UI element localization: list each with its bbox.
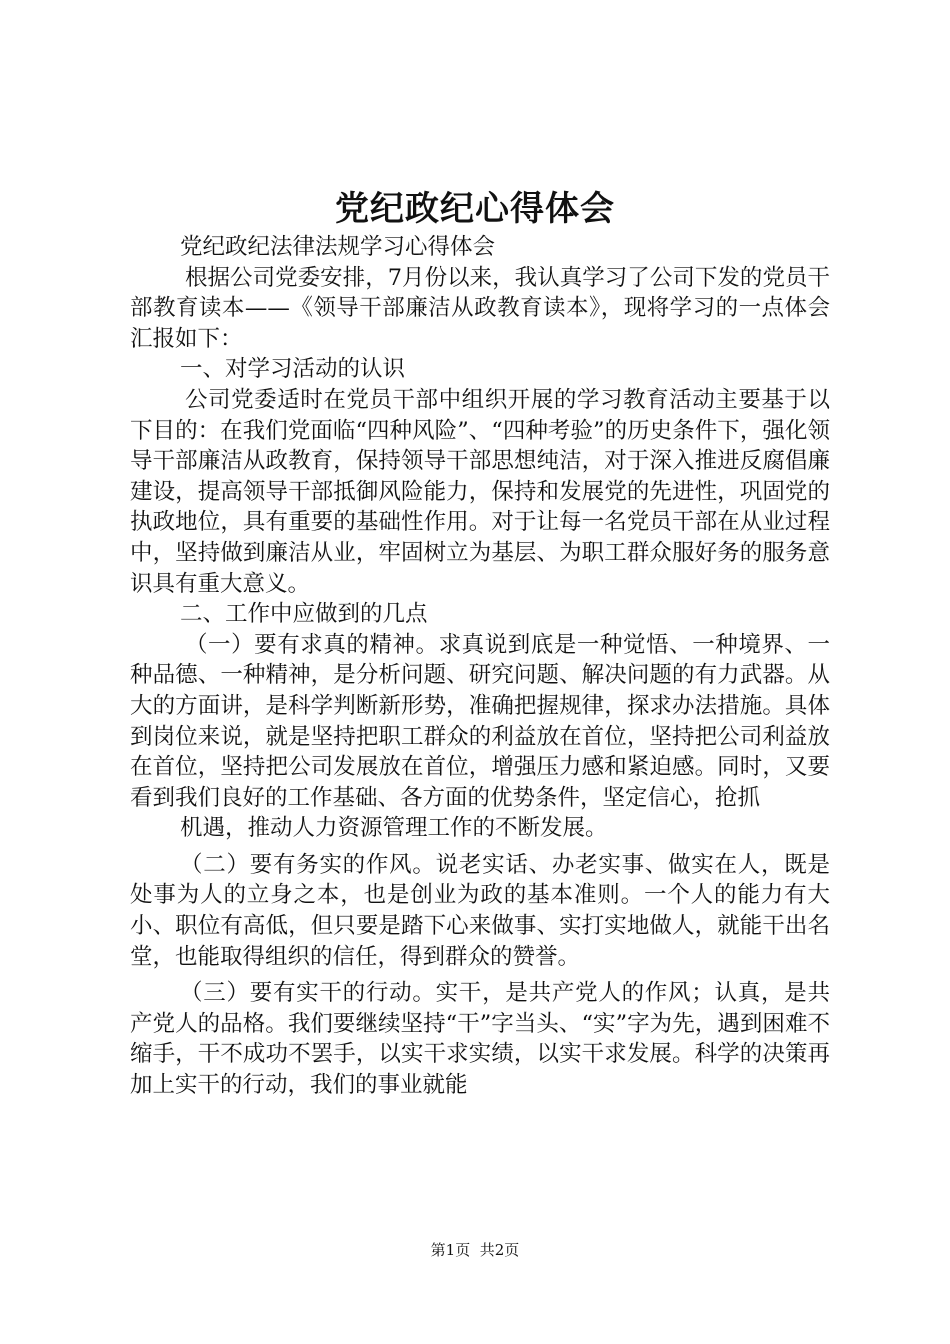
section-heading-1: 一、对学习活动的认识: [180, 356, 406, 383]
subtitle-paragraph: 党纪政纪法律法规学习心得体会: [180, 234, 496, 260]
section-heading-2: 二、工作中应做到的几点: [180, 601, 428, 628]
point-1-paragraph: （一）要有求真的精神。求真说到底是一种觉悟、一种境界、一种品德、一种精神，是分析问题、研究问题、解决问题的有力武器。从大的方面讲，是科学判断新形势，准确把握规律，探求办法措施。具体到岗位来说，就是坚持把职工群众的利益放在首位，坚持把公司利益放在首位，坚持把公司发展放在首位，增强压力感和紧迫感。同时，又要看到我们良好的工作基础、各方面的优势条件，坚定信心，抢抓: [130, 631, 830, 811]
document-title: 党纪政纪心得体会: [335, 189, 615, 229]
point-3-paragraph: （三）要有实干的行动。实干，是共产党人的作风；认真，是共产党人的品格。我们要继续坚持“干”字当头、“实”字为先，遇到困难不缩手，干不成功不罢手，以实干求实绩，以实干求发展。科学的决策再加上实干的行动，我们的事业就能: [130, 980, 830, 1099]
page-number: 第1页: [430, 1241, 471, 1259]
document-body: [130, 232, 830, 1101]
page-total: 共2页: [479, 1241, 520, 1259]
intro-paragraph: 根据公司党委安排，7月份以来，我认真学习了公司下发的党员干部教育读本——《领导干部廉洁从政教育读本》，现将学习的一点体会汇报如下：: [130, 264, 830, 352]
point-1-continuation: 机遇，推动人力资源管理工作的不断发展。: [180, 815, 608, 842]
page-footer: [0, 1240, 950, 1260]
point-2-paragraph: （二）要有务实的作风。说老实话、办老实事、做实在人，既是处事为人的立身之本，也是创业为政的基本准则。一个人的能力有大小、职位有高低，但只要是踏下心来做事、实打实地做人，就能干出名堂，也能取得组织的信任，得到群众的赞誉。: [130, 851, 830, 970]
section-1-paragraph: 公司党委适时在党员干部中组织开展的学习教育活动主要基于以下目的：在我们党面临“四种风险”、“四种考验”的历史条件下，强化领导干部廉洁从政教育，保持领导干部思想纯洁，对于深入推进反腐倡廉建设，提高领导干部抵御风险能力，保持和发展党的先进性，巩固党的执政地位，具有重要的基础性作用。对于让每一名党员干部在从业过程中，坚持做到廉洁从业，牢固树立为基层、为职工群众服好务的服务意识具有重大意义。: [130, 386, 830, 597]
